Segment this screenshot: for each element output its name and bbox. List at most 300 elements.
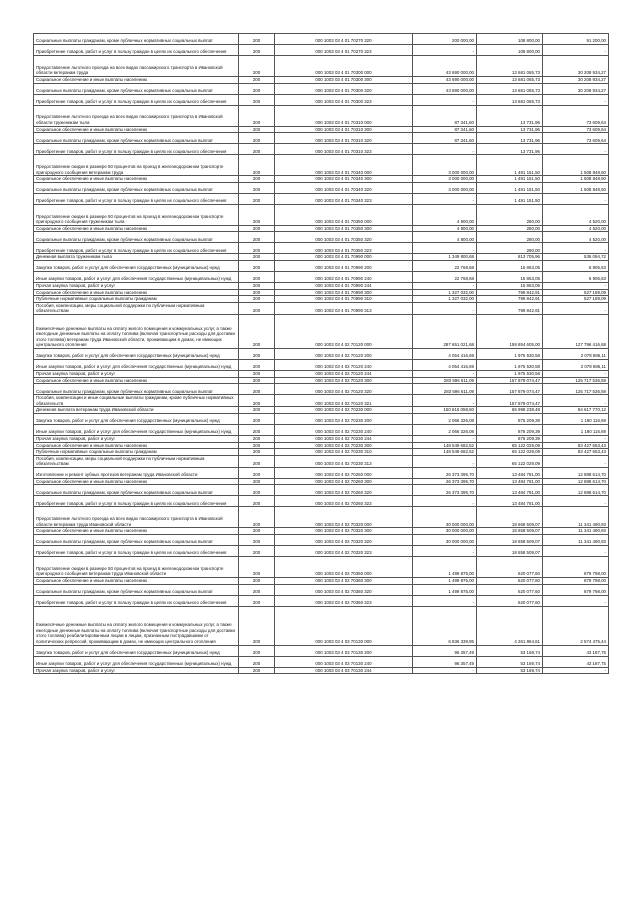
table-row: [34, 507, 609, 528]
unexecuted-value-cell: 91 200,00: [543, 34, 609, 45]
line-code-cell: 200: [239, 45, 275, 56]
executed-value-cell: 15 863,05: [477, 282, 543, 289]
classification-code-cell: 000 1003 03 4 01 70990 240: [275, 271, 413, 282]
table-row: [34, 424, 609, 435]
line-code-cell: 200: [239, 314, 275, 348]
line-code-cell: 200: [239, 645, 275, 656]
approved-value-cell: 1 327 032,00: [413, 296, 477, 303]
line-code-cell: 200: [239, 204, 275, 225]
line-code-cell: 200: [239, 348, 275, 359]
classification-code-cell: 000 1003 03 4 02 70230 310: [275, 449, 413, 456]
table-row: [34, 204, 609, 225]
table-row: [34, 546, 609, 557]
line-code-cell: 200: [239, 155, 275, 176]
classification-code-cell: 000 1003 03 4 02 70120 320: [275, 384, 413, 395]
approved-value-cell: 26 373 395,70: [413, 485, 477, 496]
classification-code-cell: 000 1003 03 4 02 70120 240: [275, 359, 413, 370]
approved-value-cell: 283 596 611,09: [413, 384, 477, 395]
classification-code-cell: 000 1003 03 4 02 70320 323: [275, 546, 413, 557]
line-code-cell: 200: [239, 384, 275, 395]
table-row: [34, 407, 609, 414]
approved-value-cell: -: [413, 496, 477, 507]
unexecuted-value-cell: -: [543, 395, 609, 407]
approved-value-cell: 96 357,49: [413, 656, 477, 667]
classification-code-cell: 000 1003 03 4 02 70360 300: [275, 578, 413, 585]
row-name-cell: Предоставление льготного проезда на всех видах пассажирского транспорта в Ивановской области труженикам тыла: [34, 105, 239, 126]
approved-value-cell: 87 341,60: [413, 105, 477, 126]
row-name-cell: Прочая закупка товаров, работ и услуг: [34, 435, 239, 442]
unexecuted-value-cell: 4 520,00: [543, 204, 609, 225]
classification-code-cell: 000 1003 03 4 01 70310 323: [275, 144, 413, 155]
executed-value-cell: 18 658 509,07: [477, 507, 543, 528]
table-row: [34, 289, 609, 296]
line-code-cell: 200: [239, 271, 275, 282]
approved-value-cell: -: [413, 45, 477, 56]
executed-value-cell: 280,00: [477, 204, 543, 225]
table-row: [34, 56, 609, 77]
row-name-cell: Социальное обеспечение и иные выплаты населению: [34, 289, 239, 296]
unexecuted-value-cell: 6 905,63: [543, 271, 609, 282]
budget-execution-table: [33, 33, 609, 674]
line-code-cell: 200: [239, 83, 275, 94]
row-name-cell: Социальное обеспечение и иные выплаты населению: [34, 528, 239, 535]
line-code-cell: 200: [239, 77, 275, 84]
unexecuted-value-cell: 30 208 934,27: [543, 56, 609, 77]
approved-value-cell: -: [413, 144, 477, 155]
table-body: [34, 34, 609, 674]
approved-value-cell: 30 000 000,00: [413, 528, 477, 535]
table-row: [34, 485, 609, 496]
approved-value-cell: 4 800,00: [413, 204, 477, 225]
classification-code-cell: 000 1003 03 4 02 70230 000: [275, 407, 413, 414]
approved-value-cell: 4 800,00: [413, 232, 477, 243]
table-row: [34, 370, 609, 377]
row-name-cell: Пособия, компенсации, меры социальной поддержки по публичным нормативным обязательствам: [34, 302, 239, 314]
approved-value-cell: 283 596 611,09: [413, 377, 477, 384]
line-code-cell: 200: [239, 407, 275, 414]
classification-code-cell: 000 1003 03 4 01 70300 000: [275, 56, 413, 77]
unexecuted-value-cell: 127 796 416,68: [543, 314, 609, 348]
line-code-cell: 200: [239, 105, 275, 126]
unexecuted-value-cell: -: [543, 144, 609, 155]
approved-value-cell: 200 000,00: [413, 34, 477, 45]
unexecuted-value-cell: 2 078 886,11: [543, 359, 609, 370]
approved-value-cell: 1 349 800,68: [413, 254, 477, 261]
executed-value-cell: 13 484 781,00: [477, 485, 543, 496]
executed-value-cell: 13 731,96: [477, 144, 543, 155]
classification-code-cell: 000 1003 03 4 02 70260 000: [275, 467, 413, 478]
unexecuted-value-cell: 879 798,00: [543, 584, 609, 595]
unexecuted-value-cell: 30 208 934,27: [543, 83, 609, 94]
unexecuted-value-cell: 83 427 653,43: [543, 449, 609, 456]
table-row: [34, 133, 609, 144]
classification-code-cell: 000 1003 03 4 01 70270 320: [275, 34, 413, 45]
table-row: [34, 232, 609, 243]
row-name-cell: Пособия, компенсации и иные социальные выплаты гражданам, кроме публичных нормативных обязательств: [34, 395, 239, 407]
unexecuted-value-cell: 4 520,00: [543, 225, 609, 232]
line-code-cell: 200: [239, 535, 275, 546]
unexecuted-value-cell: 11 341 490,93: [543, 528, 609, 535]
approved-value-cell: 30 000 000,00: [413, 507, 477, 528]
row-name-cell: Социальные выплаты гражданам, кроме публичных нормативных социальных выплат: [34, 485, 239, 496]
unexecuted-value-cell: -: [543, 595, 609, 606]
table-row: [34, 442, 609, 449]
row-name-cell: Социальные выплаты гражданам, кроме публичных нормативных социальных выплат: [34, 182, 239, 193]
classification-code-cell: 000 1003 03 4 02 70320 000: [275, 507, 413, 528]
classification-code-cell: 000 1003 03 4 01 70990 000: [275, 254, 413, 261]
approved-value-cell: 148 549 682,52: [413, 449, 477, 456]
table-row: [34, 155, 609, 176]
line-code-cell: 200: [239, 413, 275, 424]
unexecuted-value-cell: -: [543, 193, 609, 204]
table-row: [34, 225, 609, 232]
table-row: [34, 359, 609, 370]
approved-value-cell: -: [413, 282, 477, 289]
line-code-cell: 200: [239, 282, 275, 289]
line-code-cell: 200: [239, 496, 275, 507]
unexecuted-value-cell: -: [543, 45, 609, 56]
classification-code-cell: 000 1003 03 4 02 70120 244: [275, 370, 413, 377]
approved-value-cell: -: [413, 546, 477, 557]
approved-value-cell: 26 373 395,70: [413, 478, 477, 485]
line-code-cell: 200: [239, 584, 275, 595]
approved-value-cell: 2 066 326,08: [413, 413, 477, 424]
executed-value-cell: 108 800,00: [477, 45, 543, 56]
line-code-cell: 200: [239, 595, 275, 606]
table-row: [34, 176, 609, 183]
unexecuted-value-cell: 43 187,75: [543, 645, 609, 656]
approved-value-cell: 43 690 000,00: [413, 83, 477, 94]
row-name-cell: Социальные выплаты гражданам, кроме публичных нормативных социальных выплат: [34, 232, 239, 243]
classification-code-cell: 000 1003 03 4 02 70230 200: [275, 413, 413, 424]
row-name-cell: Ежемесячные денежные выплаты на оплату жилого помещения и коммунальных услуг, а также ежегодные денежные выплаты на оплату топлива (включая транспортные расходы для доставки этого топлива) ветеранам труда Ивановской области, проживающим в домах, не имеющих центрального отопления: [34, 314, 239, 348]
row-name-cell: Предоставление скидки в размере 50 процентов на проезд в железнодорожном транспорте пригородного сообщения труженикам тыла: [34, 204, 239, 225]
executed-value-cell: 18 658 509,07: [477, 528, 543, 535]
classification-code-cell: 000 1003 03 4 01 70300 320: [275, 83, 413, 94]
row-name-cell: Социальное обеспечение и иные выплаты населению: [34, 225, 239, 232]
approved-value-cell: 96 357,49: [413, 645, 477, 656]
table-row: [34, 94, 609, 105]
table-row: [34, 435, 609, 442]
table-row: [34, 656, 609, 667]
classification-code-cell: 000 1003 03 4 01 70990 244: [275, 282, 413, 289]
executed-value-cell: 876 209,39: [477, 424, 543, 435]
line-code-cell: 200: [239, 449, 275, 456]
row-name-cell: Изготовление и ремонт зубных протезов ветеранам труда Ивановской области: [34, 467, 239, 478]
executed-value-cell: 53 169,74: [477, 645, 543, 656]
approved-value-cell: -: [413, 302, 477, 314]
table-row: [34, 595, 609, 606]
line-code-cell: 200: [239, 182, 275, 193]
row-name-cell: Прочая закупка товаров, работ и услуг: [34, 370, 239, 377]
classification-code-cell: 000 1003 03 4 02 70120 321: [275, 395, 413, 407]
approved-value-cell: 43 690 000,00: [413, 56, 477, 77]
classification-code-cell: 000 1003 03 4 03 70130 244: [275, 667, 413, 674]
row-name-cell: Прочая закупка товаров, работ и услуг: [34, 667, 239, 674]
unexecuted-value-cell: -: [543, 370, 609, 377]
unexecuted-value-cell: 879 798,00: [543, 557, 609, 578]
row-name-cell: Иные закупки товаров, работ и услуг для обеспечения государственных (муниципальных) нужд: [34, 424, 239, 435]
table-row: [34, 77, 609, 84]
unexecuted-value-cell: -: [543, 435, 609, 442]
line-code-cell: 200: [239, 144, 275, 155]
classification-code-cell: 000 1003 03 4 01 70350 000: [275, 204, 413, 225]
classification-code-cell: 000 1003 03 4 01 70340 000: [275, 155, 413, 176]
line-code-cell: 200: [239, 606, 275, 645]
table-row: [34, 606, 609, 645]
line-code-cell: 200: [239, 507, 275, 528]
executed-value-cell: 13 681 065,73: [477, 94, 543, 105]
approved-value-cell: 3 000 000,00: [413, 182, 477, 193]
unexecuted-value-cell: 73 609,64: [543, 133, 609, 144]
table-row: [34, 395, 609, 407]
row-name-cell: Публичные нормативные социальные выплаты гражданам: [34, 296, 239, 303]
row-name-cell: Закупка товаров, работ и услуг для обеспечения государственных (муниципальных) нужд: [34, 413, 239, 424]
row-name-cell: Приобретение товаров, работ и услуг в пользу граждан в целях их социального обеспечения: [34, 546, 239, 557]
unexecuted-value-cell: -: [543, 496, 609, 507]
executed-value-cell: 1 491 151,50: [477, 193, 543, 204]
approved-value-cell: -: [413, 435, 477, 442]
row-name-cell: Социальные выплаты гражданам, кроме публичных нормативных социальных выплат: [34, 133, 239, 144]
row-name-cell: Социальные выплаты гражданам, кроме публичных нормативных социальных выплат: [34, 34, 239, 45]
executed-value-cell: 13 731,96: [477, 133, 543, 144]
classification-code-cell: 000 1003 03 4 02 70320 300: [275, 528, 413, 535]
executed-value-cell: 1 491 151,50: [477, 182, 543, 193]
table-row: [34, 282, 609, 289]
table-row: [34, 83, 609, 94]
row-name-cell: Социальные выплаты гражданам, кроме публичных нормативных социальных выплат: [34, 384, 239, 395]
classification-code-cell: 000 1003 03 4 02 70260 320: [275, 485, 413, 496]
table-row: [34, 535, 609, 546]
executed-value-cell: 620 077,60: [477, 557, 543, 578]
unexecuted-value-cell: 12 888 614,70: [543, 485, 609, 496]
line-code-cell: 200: [239, 94, 275, 105]
approved-value-cell: -: [413, 455, 477, 467]
table-row: [34, 260, 609, 271]
line-code-cell: 200: [239, 667, 275, 674]
approved-value-cell: 4 054 416,69: [413, 348, 477, 359]
executed-value-cell: 157 879 074,47: [477, 395, 543, 407]
approved-value-cell: 1 499 875,00: [413, 578, 477, 585]
classification-code-cell: 000 1003 03 4 03 70130 200: [275, 645, 413, 656]
executed-value-cell: 159 854 605,00: [477, 314, 543, 348]
table-row: [34, 45, 609, 56]
row-name-cell: Приобретение товаров, работ и услуг в пользу граждан в целях их социального обеспечения: [34, 193, 239, 204]
executed-value-cell: 620 077,60: [477, 578, 543, 585]
executed-value-cell: 280,00: [477, 225, 543, 232]
table-row: [34, 377, 609, 384]
classification-code-cell: 000 1003 03 4 01 70990 300: [275, 289, 413, 296]
unexecuted-value-cell: 125 717 536,59: [543, 377, 609, 384]
classification-code-cell: 000 1003 03 4 01 70310 000: [275, 105, 413, 126]
classification-code-cell: 000 1003 03 4 01 70310 300: [275, 126, 413, 133]
classification-code-cell: 000 1003 03 4 01 70300 323: [275, 94, 413, 105]
table-row: [34, 557, 609, 578]
row-name-cell: Предоставление скидки в размере 50 процентов на проезд в железнодорожном транспорте пригородного сообщения ветеранам труда Ивановской области: [34, 557, 239, 578]
row-name-cell: Социальное обеспечение и иные выплаты населению: [34, 377, 239, 384]
approved-value-cell: 4 800,00: [413, 225, 477, 232]
line-code-cell: 200: [239, 254, 275, 261]
line-code-cell: 200: [239, 302, 275, 314]
classification-code-cell: 000 1003 03 4 02 70260 300: [275, 478, 413, 485]
unexecuted-value-cell: 536 094,72: [543, 254, 609, 261]
unexecuted-value-cell: 12 888 614,70: [543, 467, 609, 478]
executed-value-cell: 53 169,74: [477, 667, 543, 674]
table-row: [34, 384, 609, 395]
unexecuted-value-cell: 527 189,09: [543, 296, 609, 303]
line-code-cell: 200: [239, 56, 275, 77]
unexecuted-value-cell: 527 189,09: [543, 289, 609, 296]
line-code-cell: 200: [239, 435, 275, 442]
line-code-cell: 200: [239, 377, 275, 384]
approved-value-cell: -: [413, 667, 477, 674]
line-code-cell: 200: [239, 578, 275, 585]
line-code-cell: 200: [239, 424, 275, 435]
classification-code-cell: 000 1003 03 4 01 70310 320: [275, 133, 413, 144]
row-name-cell: Пособия, компенсации, меры социальной поддержки по публичным нормативным обязательствам: [34, 455, 239, 467]
row-name-cell: Иные закупки товаров, работ и услуг для обеспечения государственных (муниципальных) нужд: [34, 656, 239, 667]
unexecuted-value-cell: 84 617 770,12: [543, 407, 609, 414]
table-row: [34, 645, 609, 656]
row-name-cell: Закупка товаров, работ и услуг для обеспечения государственных (муниципальных) нужд: [34, 348, 239, 359]
table-row: [34, 667, 609, 674]
approved-value-cell: 26 373 395,70: [413, 467, 477, 478]
unexecuted-value-cell: -: [543, 455, 609, 467]
line-code-cell: 200: [239, 289, 275, 296]
classification-code-cell: 000 1003 03 4 02 70360 320: [275, 584, 413, 595]
row-name-cell: Закупка товаров, работ и услуг для обеспечения государственных (муниципальных) нужд: [34, 260, 239, 271]
executed-value-cell: 620 077,60: [477, 595, 543, 606]
line-code-cell: 200: [239, 34, 275, 45]
unexecuted-value-cell: 1 190 116,69: [543, 413, 609, 424]
executed-value-cell: 799 842,91: [477, 289, 543, 296]
unexecuted-value-cell: 6 905,63: [543, 260, 609, 271]
classification-code-cell: 000 1003 03 4 01 70350 323: [275, 243, 413, 254]
approved-value-cell: 30 000 000,00: [413, 535, 477, 546]
executed-value-cell: 53 169,74: [477, 656, 543, 667]
approved-value-cell: -: [413, 595, 477, 606]
row-name-cell: Ежемесячные денежные выплаты на оплату жилого помещения и коммунальных услуг, а также ежегодные денежные выплаты на оплату топлива (включая транспортные расходы для доставки этого топлива) реабилитированным лицам и лицам, признанным пострадавшими от политических репрессий, проживающим в домах, не имеющих центрального отопления: [34, 606, 239, 645]
classification-code-cell: 000 1003 03 4 02 70120 000: [275, 314, 413, 348]
approved-value-cell: -: [413, 193, 477, 204]
classification-code-cell: 000 1003 03 4 02 70230 244: [275, 435, 413, 442]
line-code-cell: 200: [239, 557, 275, 578]
executed-value-cell: 620 077,60: [477, 584, 543, 595]
row-name-cell: Предоставление льготного проезда на всех видах пассажирского транспорта в Ивановской области ветеранам труда: [34, 56, 239, 77]
executed-value-cell: 157 879 074,47: [477, 384, 543, 395]
classification-code-cell: 000 1003 03 4 01 70990 200: [275, 260, 413, 271]
executed-value-cell: 1 975 530,58: [477, 348, 543, 359]
approved-value-cell: 22 768,68: [413, 260, 477, 271]
table-row: [34, 314, 609, 348]
executed-value-cell: 65 998 238,48: [477, 407, 543, 414]
approved-value-cell: -: [413, 94, 477, 105]
unexecuted-value-cell: 83 427 653,43: [543, 442, 609, 449]
approved-value-cell: 1 499 875,00: [413, 557, 477, 578]
row-name-cell: Денежная выплата труженикам тыла: [34, 254, 239, 261]
unexecuted-value-cell: -: [543, 282, 609, 289]
executed-value-cell: 813 705,96: [477, 254, 543, 261]
approved-value-cell: -: [413, 370, 477, 377]
executed-value-cell: 1 975 530,58: [477, 359, 543, 370]
line-code-cell: 200: [239, 656, 275, 667]
unexecuted-value-cell: 12 888 614,70: [543, 478, 609, 485]
unexecuted-value-cell: 2 078 886,11: [543, 348, 609, 359]
unexecuted-value-cell: 879 798,00: [543, 578, 609, 585]
unexecuted-value-cell: -: [543, 243, 609, 254]
table-row: [34, 193, 609, 204]
unexecuted-value-cell: 11 341 490,93: [543, 535, 609, 546]
classification-code-cell: 000 1003 03 4 02 70360 000: [275, 557, 413, 578]
line-code-cell: 200: [239, 232, 275, 243]
row-name-cell: Социальное обеспечение и иные выплаты населению: [34, 578, 239, 585]
line-code-cell: 200: [239, 478, 275, 485]
executed-value-cell: 13 681 065,73: [477, 56, 543, 77]
approved-value-cell: 2 066 326,08: [413, 424, 477, 435]
table-row: [34, 243, 609, 254]
row-name-cell: Иные закупки товаров, работ и услуг для обеспечения государственных (муниципальных) нужд: [34, 271, 239, 282]
row-name-cell: Социальные выплаты гражданам, кроме публичных нормативных социальных выплат: [34, 83, 239, 94]
unexecuted-value-cell: 11 341 490,93: [543, 507, 609, 528]
row-name-cell: Социальные выплаты гражданам, кроме публичных нормативных социальных выплат: [34, 584, 239, 595]
approved-value-cell: 3 000 000,00: [413, 155, 477, 176]
line-code-cell: 200: [239, 528, 275, 535]
classification-code-cell: 000 1003 03 4 02 70230 313: [275, 455, 413, 467]
classification-code-cell: 000 1003 03 4 01 70350 300: [275, 225, 413, 232]
approved-value-cell: 1 499 875,00: [413, 584, 477, 595]
classification-code-cell: 000 1003 03 4 02 70120 300: [275, 377, 413, 384]
line-code-cell: 200: [239, 359, 275, 370]
approved-value-cell: 4 054 416,69: [413, 359, 477, 370]
executed-value-cell: 280,00: [477, 243, 543, 254]
table-row: [34, 302, 609, 314]
executed-value-cell: 1 491 151,50: [477, 155, 543, 176]
unexecuted-value-cell: 1 508 848,50: [543, 176, 609, 183]
executed-value-cell: 13 731,96: [477, 126, 543, 133]
unexecuted-value-cell: -: [543, 94, 609, 105]
row-name-cell: Приобретение товаров, работ и услуг в пользу граждан в целях их социального обеспечения: [34, 243, 239, 254]
row-name-cell: Социальное обеспечение и иные выплаты населению: [34, 126, 239, 133]
row-name-cell: Приобретение товаров, работ и услуг в пользу граждан в целях их социального обеспечения: [34, 496, 239, 507]
executed-value-cell: 108 800,00: [477, 34, 543, 45]
approved-value-cell: -: [413, 243, 477, 254]
table-row: [34, 478, 609, 485]
line-code-cell: 200: [239, 370, 275, 377]
unexecuted-value-cell: 125 717 536,59: [543, 384, 609, 395]
line-code-cell: 200: [239, 546, 275, 557]
table-row: [34, 348, 609, 359]
approved-value-cell: 87 341,60: [413, 126, 477, 133]
line-code-cell: 200: [239, 176, 275, 183]
table-row: [34, 584, 609, 595]
classification-code-cell: 000 1003 03 4 02 70120 200: [275, 348, 413, 359]
executed-value-cell: 876 209,39: [477, 435, 543, 442]
executed-value-cell: 4 261 864,61: [477, 606, 543, 645]
executed-value-cell: 280,00: [477, 232, 543, 243]
unexecuted-value-cell: -: [543, 302, 609, 314]
approved-value-cell: 150 616 058,60: [413, 407, 477, 414]
table-row: [34, 578, 609, 585]
line-code-cell: 200: [239, 193, 275, 204]
executed-value-cell: 15 863,05: [477, 271, 543, 282]
table-row: [34, 182, 609, 193]
executed-value-cell: 13 681 065,73: [477, 77, 543, 84]
table-row: [34, 271, 609, 282]
executed-value-cell: 65 122 029,09: [477, 455, 543, 467]
classification-code-cell: 000 1003 03 4 01 70340 323: [275, 193, 413, 204]
executed-value-cell: 13 484 781,00: [477, 467, 543, 478]
executed-value-cell: 157 879 074,47: [477, 377, 543, 384]
